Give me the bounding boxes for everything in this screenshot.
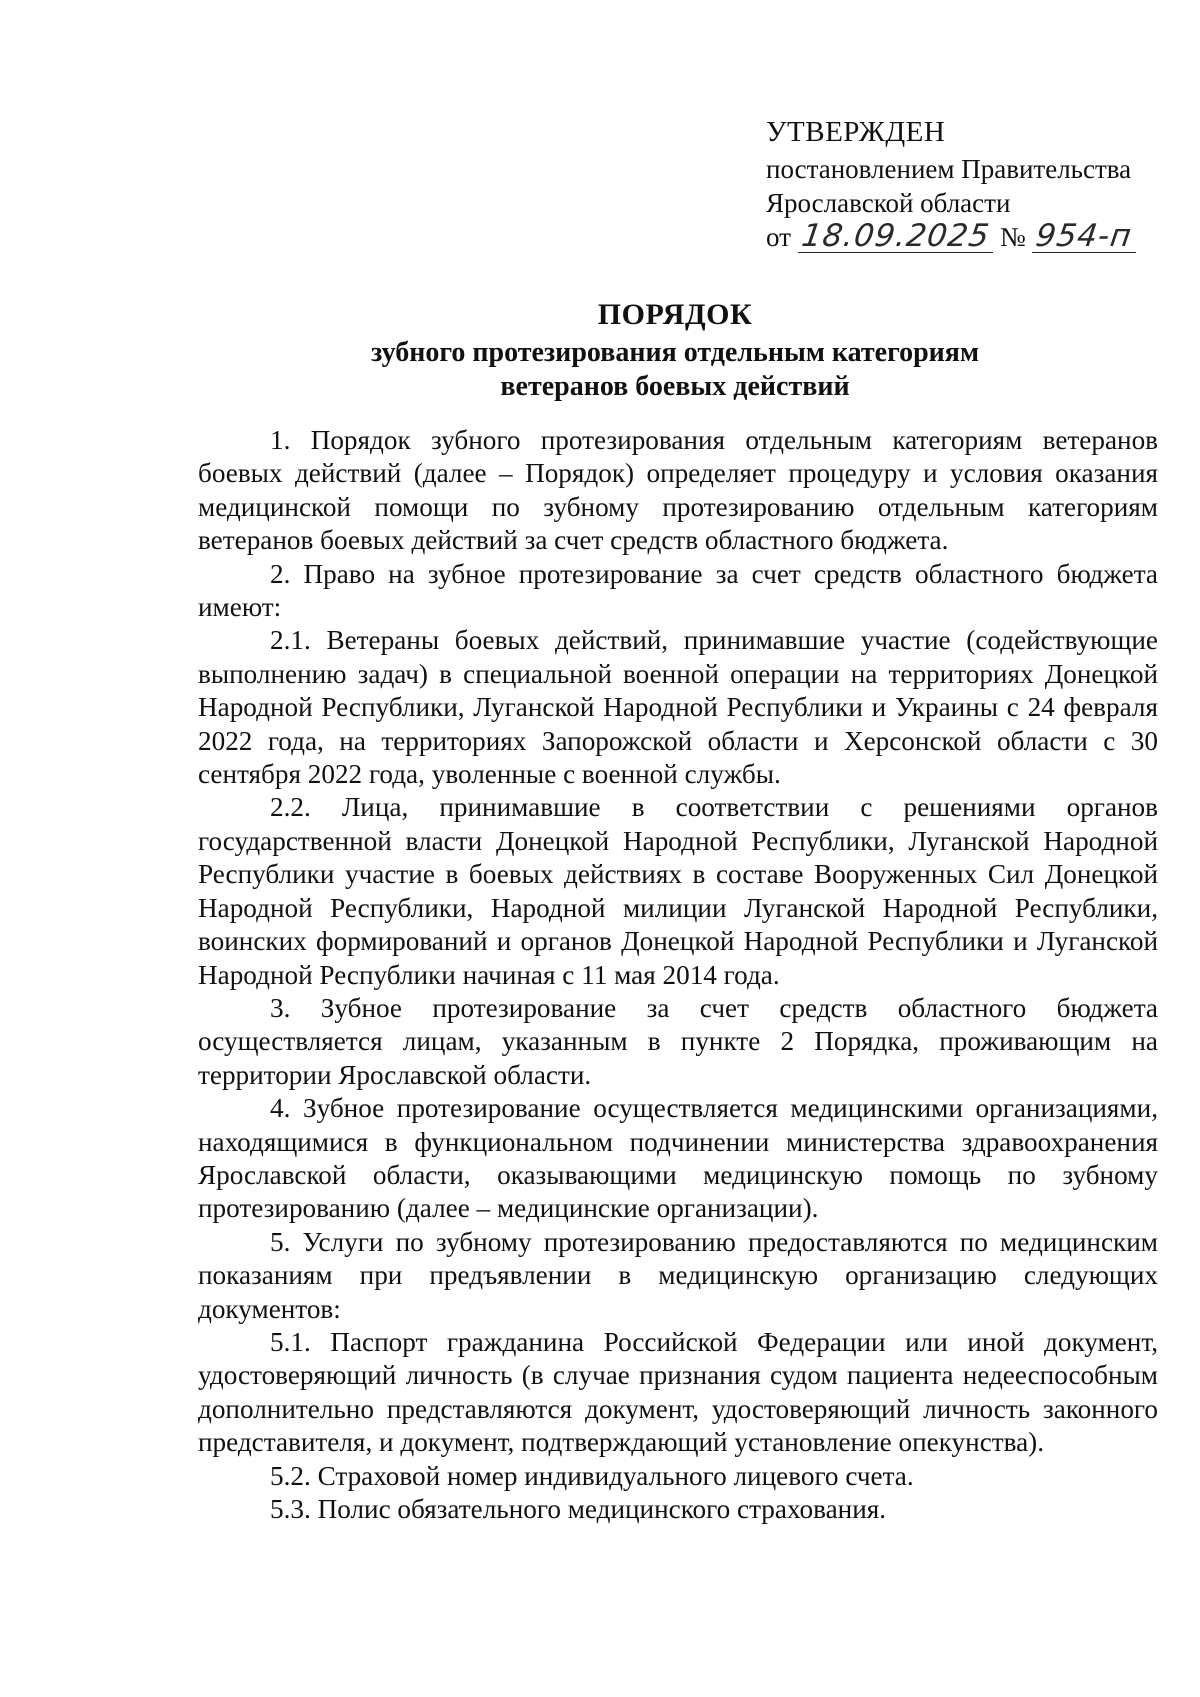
paragraph-2-1: 2.1. Ветераны боевых действий, принимавшие участие (содействующие выполнению задач) в специальной военной операции на территориях Донецкой Народной Республики, Луганской Народной Республики и Украины с 24 февраля 2022 года, на территориях Запорожской области и Херсонской области с 30 сентября 2022 года, уволенные с военной службы. [198,625,1158,790]
handwritten-number-field [1032,218,1136,254]
document-subtitle-line-2: ветеранов боевых действий [500,371,850,402]
approval-block [766,112,1166,260]
handwritten-date: 18.09.2025 [799,218,992,254]
date-prefix: от [766,222,791,252]
approval-region-line: Ярославской области [766,188,1011,218]
paragraph-2-2: 2.2. Лица, принимавшие в соответствии с решениями органов государственной власти Донецкой Народной Республики, Луганской Народной Республики участие в боевых действиях в составе Вооруженных Сил Донецкой Народной Республики, Народной милиции Луганской Народной Республики, воинских формирований и органов Донецкой Народной Республики и Луганской Народной Республики начиная с 11 мая 2014 года. [198,792,1158,990]
document-title-block [0,298,1200,404]
document-heading: ПОРЯДОК [597,298,753,331]
paragraph-2: 2. Право на зубное протезирование за счет средств областного бюджета имеют: [198,558,1158,623]
document-subtitle-line-1: зубного протезирования отдельным категориям [370,337,980,368]
paragraph-5-1: 5.1. Паспорт гражданина Российской Федерации или иной документ, удостоверяющий личность (в случае признания судом пациента недееспособным дополнительно представляются документ, удостоверяющий личность законного представителя, и документ, подтверждающий установление опекунства). [198,1326,1158,1458]
paragraph-4: 4. Зубное протезирование осуществляется медицинскими организациями, находящимися в функциональном подчинении министерства здравоохранения Ярославской области, оказывающими медицинскую помощь по зубному протезированию (далее – медицинские организации). [198,1093,1158,1224]
paragraph-5-3: 5.3. Полис обязательного медицинского страхования. [270,1494,887,1524]
paragraph-5: 5. Услуги по зубному протезированию предоставляются по медицинским показаниям при предъявлении в медицинскую организацию следующих документов: [198,1226,1158,1324]
document-body [198,424,1158,1526]
paragraph-3: 3. Зубное протезирование за счет средств областного бюджета осуществляется лицам, указанным в пункте 2 Порядка, проживающим на территории Ярославской области. [198,992,1158,1090]
handwritten-number: 954-п [1033,218,1135,254]
number-prefix: № [999,222,1026,252]
handwritten-date-field [798,218,994,254]
approval-title: УТВЕРЖДЕН [766,116,946,148]
paragraph-5-2: 5.2. Страховой номер индивидуального лицевого счета. [270,1460,914,1491]
approval-authority-line: постановлением Правительства [766,154,1132,184]
approval-date-number-line [766,220,1166,260]
paragraph-1: 1. Порядок зубного протезирования отдельным категориям ветеранов боевых действий (далее – Порядок) определяет процедуру и условия оказания медицинской помощи по зубному протезированию отдельным категориям ветеранов боевых действий за счет средств областного бюджета. [198,425,1158,556]
